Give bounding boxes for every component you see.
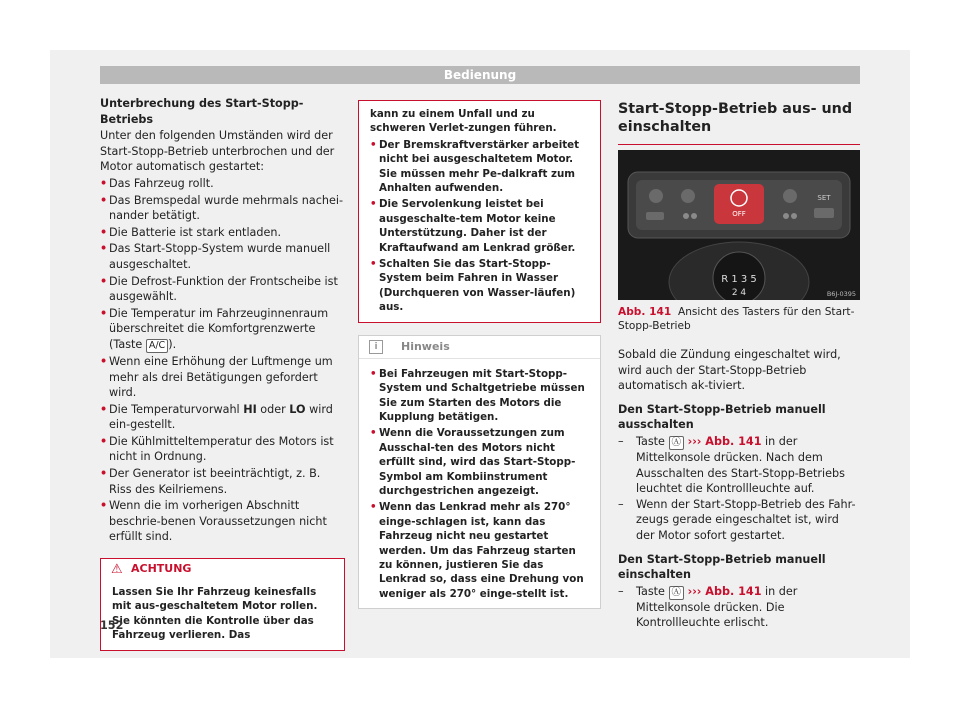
warning-continued-body [359,101,600,322]
bullet-item: • Wenn eine Erhöhung der Luftmenge um mehr als drei Betätigungen gefordert wird. [100,354,333,400]
bullet-dot: • [100,274,108,288]
bullet-dot: • [100,467,108,481]
heading-on: Den Start-Stopp-Betrieb manuell einschalten [618,552,826,582]
bullet-dot: • [370,258,377,271]
bullet-item: • Wenn das Lenkrad mehr als 270° einge-schlagen ist, kann das Fahrzeug nicht neu gestartet werden. Um das Fahrzeug starten zu können, justieren Sie das Lenkrad so, dass eine Drehung von weniger als 270° einge-stellt ist. [370,501,584,600]
bullet-ac: • Die Temperatur im Fahrzeuginnenraum überschreitet die Komfortgrenzwerte (Taste A/C ). [100,306,329,351]
bullet-dot: • [100,193,108,207]
bullet-dot: • [370,138,377,151]
bullet-list-3 [100,434,345,545]
bullet-item: • Das Start-Stopp-System wurde manuell ausgeschaltet. [100,242,331,271]
bullet-item: • Das Fahrzeug rollt. [100,176,214,190]
off-step-1: – Taste Ⓐ ››› Abb. 141 in der Mittelkonsole drücken. Nach dem Ausschalten des Start-Stopp-Betriebs leuchtet die Kontrollleuchte auf. [618,434,845,496]
info-icon: i [369,340,383,354]
bullet-item: • Das Bremspedal wurde mehrmals nachei-nander betätigt. [100,193,344,223]
bullet-dot: • [100,225,108,239]
bullet-item: • Die Kühlmitteltemperatur des Motors ist nicht in Ordnung. [100,434,334,464]
on-step-1: – Taste Ⓐ ››› Abb. 141 in der Mittelkonsole drücken. Die Kontrollleuchte erlischt. [618,584,798,630]
set-label: SET [817,194,831,202]
bullet-item: • Die Batterie ist stark entladen. [100,225,282,239]
warning-continued-text: kann zu einem Unfall und zu schweren Verlet-zungen führen. [370,108,557,135]
console-illustration [618,150,860,300]
column-3-body [618,347,860,631]
bullet-dot: • [370,367,377,380]
start-stop-key-icon: Ⓐ [669,586,685,600]
bullet-dot: • [100,354,108,368]
bullet-item: • Bei Fahrzeugen mit Start-Stopp-System und Schaltgetriebe müssen Sie zum Starten des Motors die Kupplung betätigen. [370,367,585,423]
heading-interruption: Unterbrechung des Start-Stopp-Betriebs [100,97,304,126]
bullet-item: • Die Servolenkung leistet bei ausgeschalte-tem Motor keine Unterstützung. Daher ist der Kraftaufwand am Lenkrad größer. [370,198,576,254]
svg-text:2 4: 2 4 [731,288,747,298]
bullet-item: • Der Bremskraftverstärker arbeitet nicht bei ausgeschaltetem Motor. Sie müssen mehr Pe-dalkraft zum Anhalten aufwenden. [370,138,580,195]
caption-text: Ansicht des Tasters für den Start-Stopp-Betrieb [618,306,855,332]
bullet-dot: • [100,402,108,416]
bullet-hi-lo: • Die Temperaturvorwahl HI oder LO wird ein-gestellt. [100,402,333,432]
bullet-item: • Schalten Sie das Start-Stopp-System beim Fahren in Wasser (Durchqueren von Wasser-läufen) aus. [370,258,576,314]
bullet-item: • Die Defrost-Funktion der Frontscheibe ist ausgewählt. [100,274,338,304]
bullet-dot: • [100,306,108,320]
bullet-dot: • [370,501,377,514]
bullet-dot: • [100,242,108,256]
caption-abb: Abb. 141 [618,306,672,318]
bullet-dot: • [370,427,377,440]
column-3 [618,100,860,145]
column-2 [358,100,601,609]
section-header: Bedienung [100,66,860,84]
section-title: Start-Stopp-Betrieb aus- und einschalten [618,100,860,145]
note-box [358,335,601,610]
intro-paragraph: Sobald die Zündung eingeschaltet wird, wird auch der Start-Stopp-Betrieb automatisch ak-tiviert. [618,348,841,393]
figure-ref-link[interactable]: ››› Abb. 141 [687,434,762,448]
svg-text:R 1 3 5: R 1 3 5 [721,274,757,285]
figure-ref-link[interactable]: ››› Abb. 141 [687,584,762,598]
warning-box-continued [358,100,601,323]
warning-text: Lassen Sie Ihr Fahrzeug keinesfalls mit aus-geschaltetem Motor rollen. Sie könnten die Kontrolle über das Fahrzeug verlieren. Das [112,586,318,642]
note-header: i Hinweis [359,336,600,359]
ac-key: A/C [146,339,168,353]
bullet-item: • Wenn die Voraussetzungen zum Ausschal-ten des Motors nicht erfüllt sind, wird das Start-Stopp-Symbol am Kombiinstrument durchgestrichen angezeigt. [370,427,576,497]
warning-triangle-icon: ⚠ [111,562,123,578]
figure-console-image [618,150,860,300]
off-label: OFF [732,210,746,218]
heading-off: Den Start-Stopp-Betrieb manuell ausschalten [618,402,826,432]
bullet-dot: • [100,176,108,190]
bullet-list-2 [100,354,345,401]
bullet-list-1 [100,176,345,305]
column-1 [100,96,345,651]
off-step-2: – Wenn der Start-Stopp-Betrieb des Fahr-zeugs gerade eingeschaltet ist, wird der Motor sofort gestartet. [618,497,856,542]
intro-text: Unter den folgenden Umständen wird der Start-Stopp-Betrieb unterbrochen und der Motor automatisch gestartet: [100,129,335,174]
warning-header: ⚠ ACHTUNG [101,559,344,579]
figure-caption [618,305,860,333]
bullet-item: • Der Generator ist beeinträchtigt, z. B. Riss des Keilriemens. [100,467,321,496]
start-stop-key-icon: Ⓐ [669,436,685,450]
bullet-item: • Wenn die im vorherigen Abschnitt beschrie-benen Voraussetzungen nicht erfüllt sind. [100,499,327,544]
page-number: 152 [100,619,124,632]
bullet-dot: • [100,499,108,513]
figure-code: B6J-0395 [826,290,856,298]
bullet-dot: • [100,434,108,448]
note-body [359,359,600,609]
bullet-dot: • [370,198,377,211]
warning-box [100,558,345,651]
